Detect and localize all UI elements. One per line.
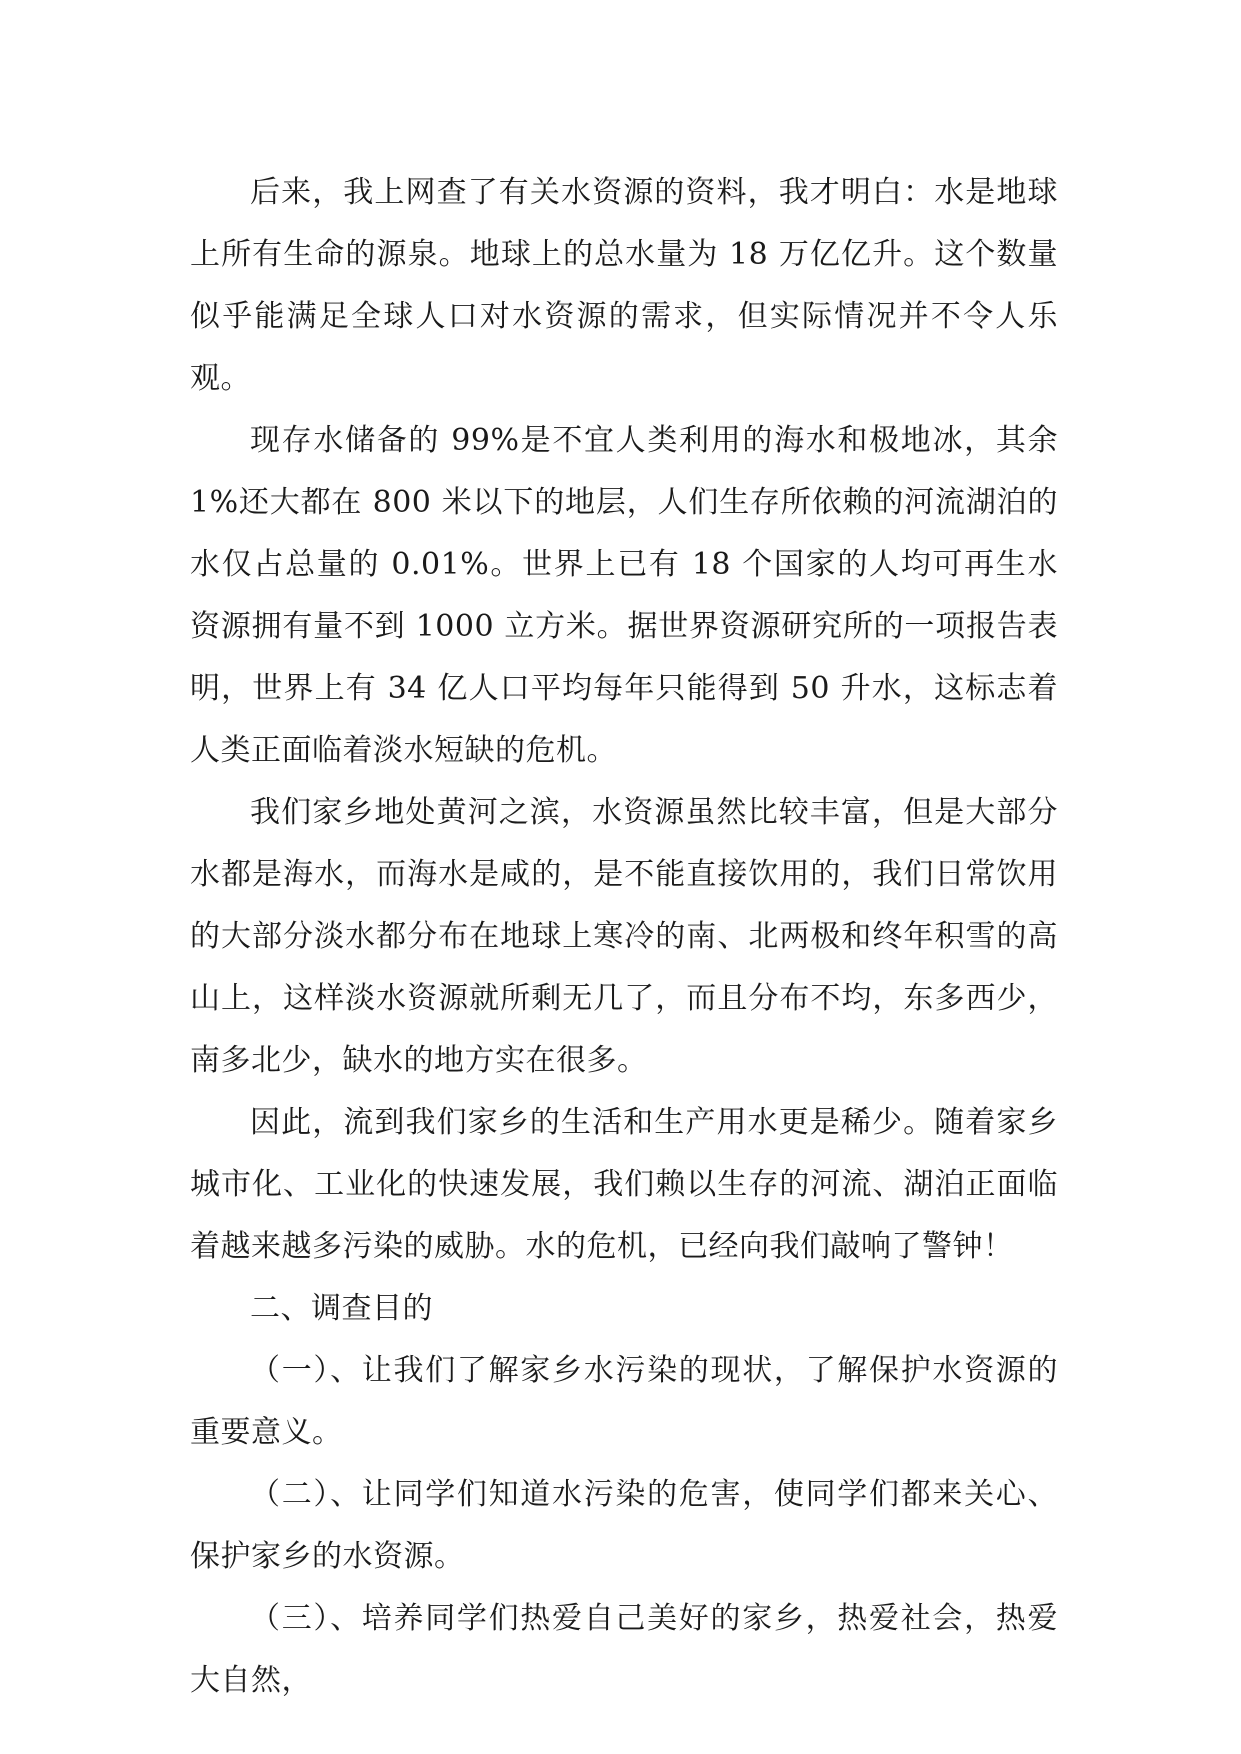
paragraph-hometown-water: 我们家乡地处黄河之滨，水资源虽然比较丰富，但是大部分水都是海水，而海水是咸的，是不能直接饮用的，我们日常饮用的大部分淡水都分布在地球上寒冷的南、北两极和终年积雪的高山上，这样淡水资源就所剩无几了，而且分布不均，东多西少，南多北少，缺水的地方实在很多。	[190, 795, 1058, 1078]
objective-item-1: （一）、让我们了解家乡水污染的现状，了解保护水资源的重要意义。	[190, 1353, 1058, 1450]
document-body	[190, 162, 1058, 1712]
paragraph-water-resources-intro: 后来，我上网查了有关水资源的资料，我才明白：水是地球上所有生命的源泉。地球上的总水量为 18 万亿亿升。这个数量似乎能满足全球人口对水资源的需求，但实际情况并不令人乐观。	[190, 175, 1058, 396]
paragraph-water-reserves: 现存水储备的 99%是不宜人类利用的海水和极地冰，其余 1%还大都在 800 米以下的地层，人们生存所依赖的河流湖泊的水仅占总量的 0.01%。世界上已有 18 个国家的人均可再生水资源拥有量不到 1000 立方米。据世界资源研究所的一项报告表明，世界上有 34 亿人口平均每年只能得到 50 升水，这标志着人类正面临着淡水短缺的危机。	[190, 423, 1058, 768]
section-heading-survey-purpose: 二、调查目的	[250, 1291, 433, 1326]
objective-item-3: （三）、培养同学们热爱自己美好的家乡，热爱社会，热爱大自然，	[190, 1601, 1058, 1698]
objective-item-2: （二）、让同学们知道水污染的危害，使同学们都来关心、保护家乡的水资源。	[190, 1477, 1058, 1574]
paragraph-water-crisis: 因此，流到我们家乡的生活和生产用水更是稀少。随着家乡城市化、工业化的快速发展，我们赖以生存的河流、湖泊正面临着越来越多污染的威胁。水的危机，已经向我们敲响了警钟！	[190, 1105, 1058, 1264]
